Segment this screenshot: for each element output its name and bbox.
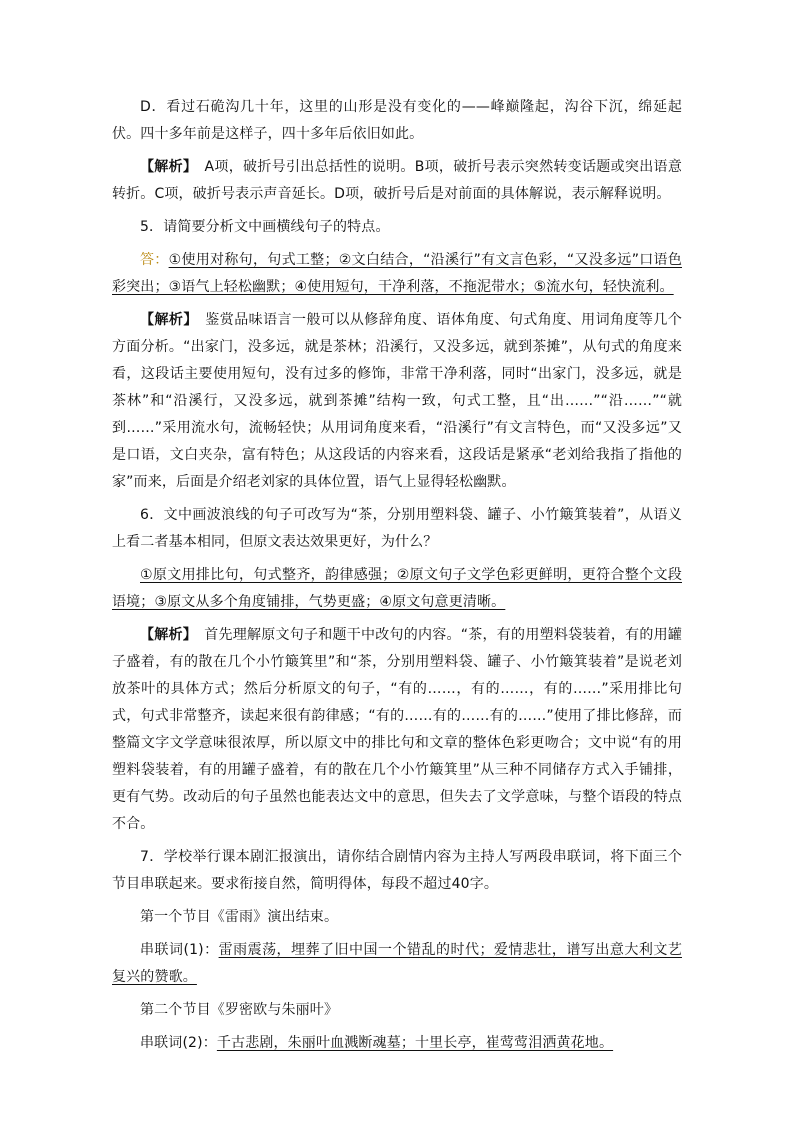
question-6 <box>112 502 682 556</box>
answer-text: 千古悲剧，朱丽叶血溅断魂墓；十里长亭，崔莺莺泪洒黄花地。 <box>216 1035 614 1051</box>
answer-text: ①原文用排比句，句式整齐，韵律感强；②原文句子文学色彩更鲜明，更符合整个文段语境；③原文从多个角度铺排，气势更盛；④原文句意更清晰。 <box>112 567 682 610</box>
analysis-tag: 【解析】 <box>140 312 191 328</box>
program-text: 第二个节目《罗密欧与朱丽叶》 <box>140 1002 339 1018</box>
program-2 <box>112 997 682 1024</box>
linking-words-1 <box>112 937 682 991</box>
option-d-text <box>112 94 682 148</box>
answer-label: 答： <box>140 252 169 268</box>
analysis-paragraph-2 <box>112 307 682 496</box>
document-page <box>112 94 682 1057</box>
answer-text: 雷雨震荡，埋葬了旧中国一个错乱的时代；爱情悲壮，谱写出意大利文艺复兴的赞歌。 <box>112 942 682 985</box>
analysis-text: 鉴赏品味语言一般可以从修辞角度、语体角度、句式角度、用词角度等几个方面分析。“出家门，没多远，就是茶林；沿溪行，又没多远，就到茶摊”，从句式的角度来看，这段话主要使用短句，没有过多的修饰，非常干净利落，同时“出家门，没多远，就是茶林”和“沿溪行，又没多远，就到茶摊”结构一致，句式工整，且“出……”“沿……”“就到……”采用流水句，流畅轻快；从用词角度来看，“沿溪行”有文言特色，而“又没多远”又是口语，文白夹杂，富有特色；从这段话的内容来看，这段话是紧承“老刘给我指了指他的家”而来，后面是介绍老刘家的具体位置，语气上显得轻松幽默。 <box>112 312 682 490</box>
analysis-tag: 【解析】 <box>140 627 191 643</box>
analysis-tag: 【解析】 <box>140 159 191 175</box>
analysis-paragraph-1 <box>112 154 682 208</box>
paragraph-text: D．看过石硊沟几十年，这里的山形是没有变化的——峰巅隆起，沟谷下沉，绵延起伏。四十多年前是这样子，四十多年后依旧如此。 <box>112 99 682 142</box>
question-text: 5．请简要分析文中画横线句子的特点。 <box>140 219 390 235</box>
analysis-text: A项，破折号引出总括性的说明。B项，破折号表示突然转变话题或突出语意转折。C项，破折号表示声音延长。D项，破折号后是对前面的具体解说，表示解释说明。 <box>112 159 682 202</box>
answer-6 <box>112 562 682 616</box>
question-5 <box>112 214 682 241</box>
question-text: 6．文中画波浪线的句子可改写为“茶，分别用塑料袋、罐子、小竹簸箕装着”，从语义上看二者基本相同，但原文表达效果更好，为什么？ <box>112 507 682 550</box>
question-text: 7．学校举行课本剧汇报演出，请你结合剧情内容为主持人写两段串联词，将下面三个节目串联起来。要求衔接自然，简明得体，每段不超过40字。 <box>112 849 682 892</box>
answer-label: 串联词(1)： <box>140 942 219 958</box>
program-text: 第一个节目《雷雨》演出结束。 <box>140 909 339 925</box>
program-1 <box>112 904 682 931</box>
linking-words-2 <box>112 1030 682 1057</box>
question-7 <box>112 844 682 898</box>
answer-label: 串联词(2)： <box>140 1035 217 1051</box>
answer-text: ①使用对称句，句式工整；②文白结合，“沿溪行”有文言色彩，“又没多远”口语色彩突出；③语气上轻松幽默；④使用短句，干净利落，不拖泥带水；⑤流水句，轻快流利。 <box>112 252 682 295</box>
analysis-paragraph-3 <box>112 622 682 838</box>
analysis-text: 首先理解原文句子和题干中改句的内容。“茶，有的用塑料袋装着，有的用罐子盛着，有的散在几个小竹簸箕里”和“茶，分别用塑料袋、罐子、小竹簸箕装着”是说老刘放茶叶的具体方式；然后分析原文的句子，“有的……，有的……，有的……”采用排比句式，句式非常整齐，读起来很有韵律感；“有的……有的……有的……”使用了排比修辞，而整篇文字文学意味很浓厚，所以原文中的排比句和文章的整体色彩更吻合；文中说“有的用塑料袋装着，有的用罐子盛着，有的散在几个小竹簸箕里”从三种不同储存方式入手铺排，更有气势。改动后的句子虽然也能表达文中的意思，但失去了文学意味，与整个语段的特点不合。 <box>112 627 682 832</box>
answer-5 <box>112 247 682 301</box>
